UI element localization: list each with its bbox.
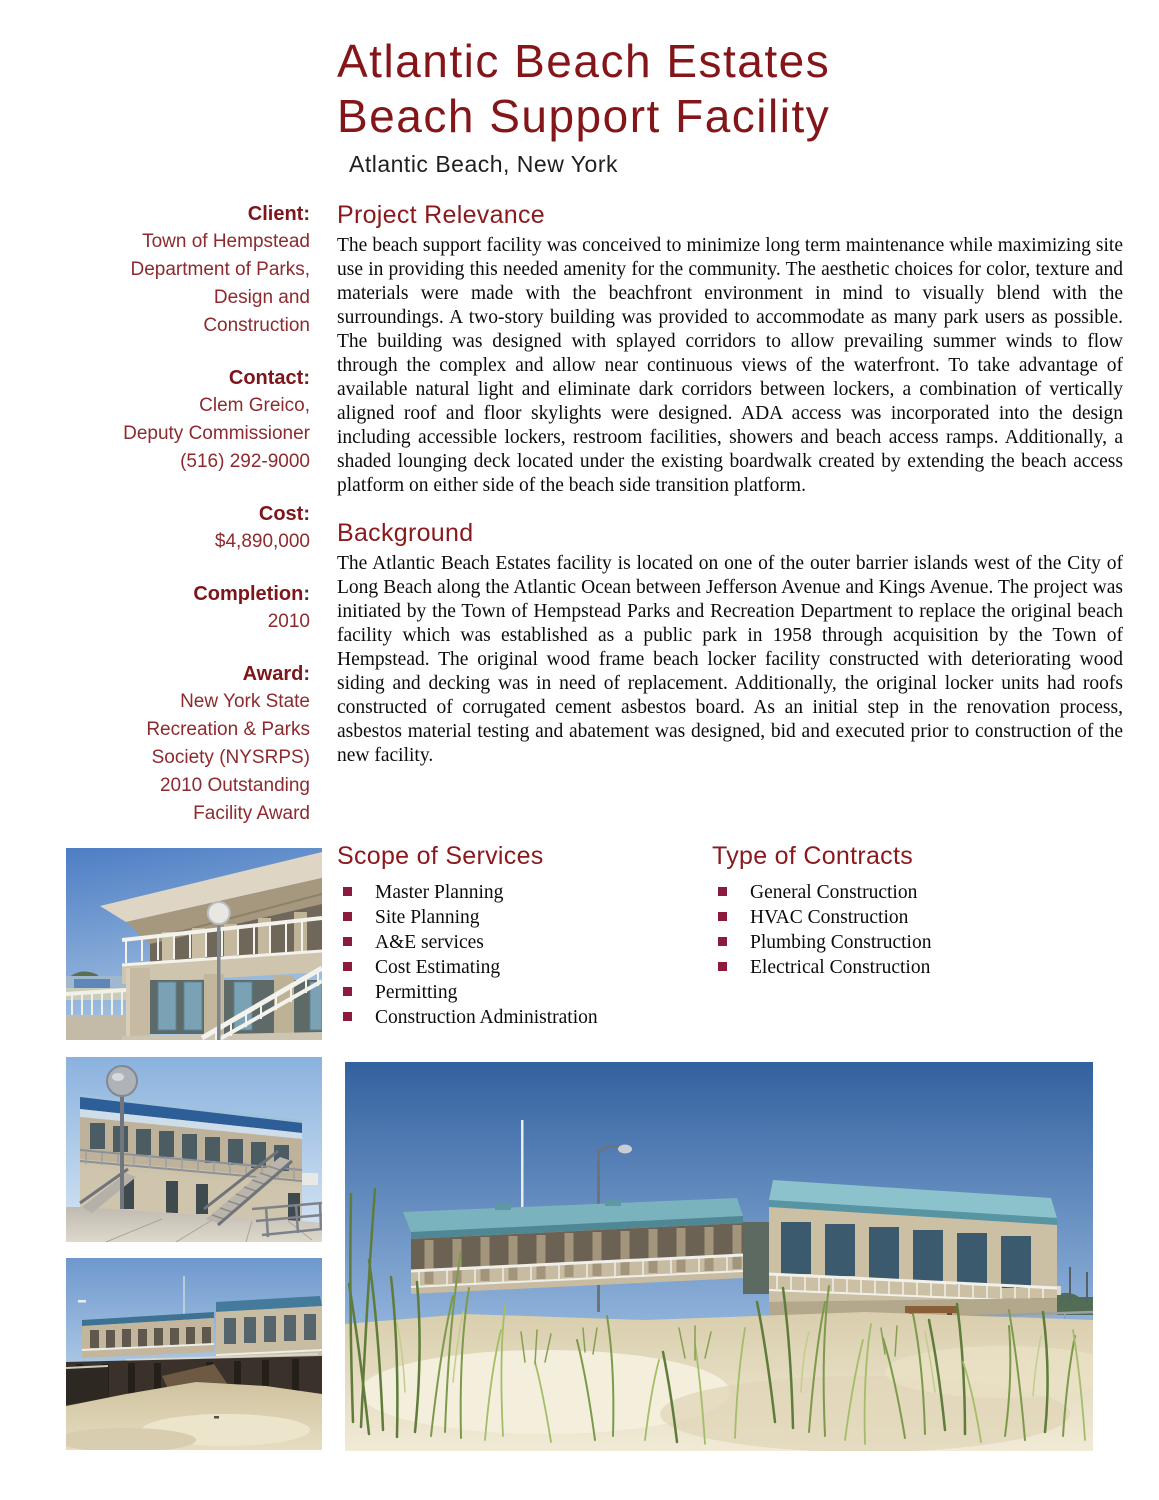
- bullet-square-icon: [343, 987, 352, 996]
- award-label: Award:: [242, 663, 310, 685]
- list-item: Construction Administration: [337, 1005, 709, 1030]
- contact-block: [50, 365, 310, 476]
- list-item: Master Planning: [337, 880, 709, 905]
- client-line: Department of Parks,: [130, 259, 310, 280]
- page-title-line1: Atlantic Beach Estates: [337, 35, 831, 87]
- page-header: [337, 34, 1127, 178]
- photo-building-stair-closeup: [66, 848, 322, 1040]
- list-item: General Construction: [712, 880, 1042, 905]
- project-relevance-heading: Project Relevance: [337, 201, 545, 229]
- contact-line: Clem Greico,: [199, 395, 310, 416]
- photo-beach-pilings: [66, 1258, 322, 1450]
- client-line: Design and: [213, 287, 310, 308]
- contact-label: Contact:: [228, 367, 310, 389]
- background-heading: Background: [337, 519, 474, 547]
- bullet-square-icon: [343, 912, 352, 921]
- main-content: [337, 200, 1123, 768]
- background-section: [337, 518, 1123, 768]
- bullet-square-icon: [343, 887, 352, 896]
- bullet-square-icon: [343, 962, 352, 971]
- list-item: A&E services: [337, 930, 709, 955]
- award-line: Recreation & Parks: [146, 719, 310, 740]
- scope-heading: Scope of Services: [337, 842, 544, 870]
- page-title-line2: Beach Support Facility: [337, 90, 831, 142]
- award-line: Society (NYSRPS): [151, 747, 310, 768]
- list-item: Electrical Construction: [712, 955, 1042, 980]
- bullet-square-icon: [343, 937, 352, 946]
- background-text: The Atlantic Beach Estates facility is located on one of the outer barrier islands west of the City of Long Beach along the Atlantic Ocean between Jefferson Avenue and Kings Avenue. The project was initiated by the Town of Hempstead Parks and Recreation Department to replace the original beach facility which was established as a public park in 1958 through acquisition by the Town of Hempstead. The original wood frame beach locker facility constructed with deteriorating wood siding and decking was in need of replacement. Additionally, the original locker units had roofs constructed of corrugated cement asbestos board. As an initial step in the renovation process, asbestos material testing and abatement was designed, bid and executed prior to construction of the new facility.: [337, 553, 1123, 766]
- client-line: Town of Hempstead: [142, 231, 310, 252]
- type-of-contracts: [712, 841, 1042, 980]
- page-subtitle: Atlantic Beach, New York: [349, 151, 618, 177]
- list-item: HVAC Construction: [712, 905, 1042, 930]
- project-relevance-text: The beach support facility was conceived to minimize long term maintenance while maximizing site use in providing this needed amenity for the community. The aesthetic choices for color, texture and materials were made with the beachfront environment in mind to visually blend with the surroundings. A two-story building was provided to accommodate as many park users as possible. The building was designed with splayed corridors to allow prevailing summer winds to flow through the complex and allow near continuous views of the waterfront. To take advantage of available natural light and eliminate dark corridors between lockers, a combination of vertically aligned roof and floor skylights were designed. ADA access was incorporated into the design including accessible lockers, restroom facilities, showers and beach access ramps. Additionally, a shaded lounging deck located under the existing boardwalk created by extending the beach access platform on either side of the beach side transition platform.: [337, 235, 1123, 496]
- completion-value: 2010: [267, 611, 310, 632]
- cost-block: [50, 501, 310, 556]
- info-sidebar: [50, 201, 310, 853]
- photo-dunes-facility: [345, 1062, 1093, 1451]
- client-label: Client:: [247, 203, 310, 225]
- list-item: Permitting: [337, 980, 709, 1005]
- bullet-square-icon: [718, 962, 727, 971]
- photo-building-plaza: [66, 1057, 322, 1242]
- completion-block: [50, 581, 310, 636]
- award-block: [50, 661, 310, 828]
- bullet-square-icon: [718, 912, 727, 921]
- cost-label: Cost:: [258, 503, 310, 525]
- award-line: 2010 Outstanding: [159, 775, 310, 796]
- cost-value: $4,890,000: [214, 531, 310, 552]
- bullet-square-icon: [343, 1012, 352, 1021]
- list-item: Site Planning: [337, 905, 709, 930]
- client-block: [50, 201, 310, 340]
- bullet-square-icon: [718, 887, 727, 896]
- contact-line: (516) 292-9000: [180, 451, 310, 472]
- scope-list: [337, 880, 709, 1030]
- project-relevance-section: [337, 200, 1123, 498]
- completion-label: Completion:: [193, 583, 310, 605]
- bullet-square-icon: [718, 937, 727, 946]
- page-title: [337, 34, 1127, 144]
- completion-colon: :: [303, 583, 310, 605]
- award-line: New York State: [180, 691, 310, 712]
- scope-of-services: [337, 841, 709, 1030]
- contracts-heading: Type of Contracts: [712, 842, 914, 870]
- list-item: Cost Estimating: [337, 955, 709, 980]
- contracts-list: [712, 880, 1042, 980]
- contact-line: Deputy Commissioner: [123, 423, 310, 444]
- list-item: Plumbing Construction: [712, 930, 1042, 955]
- client-line: Construction: [203, 315, 310, 336]
- award-line: Facility Award: [193, 803, 310, 824]
